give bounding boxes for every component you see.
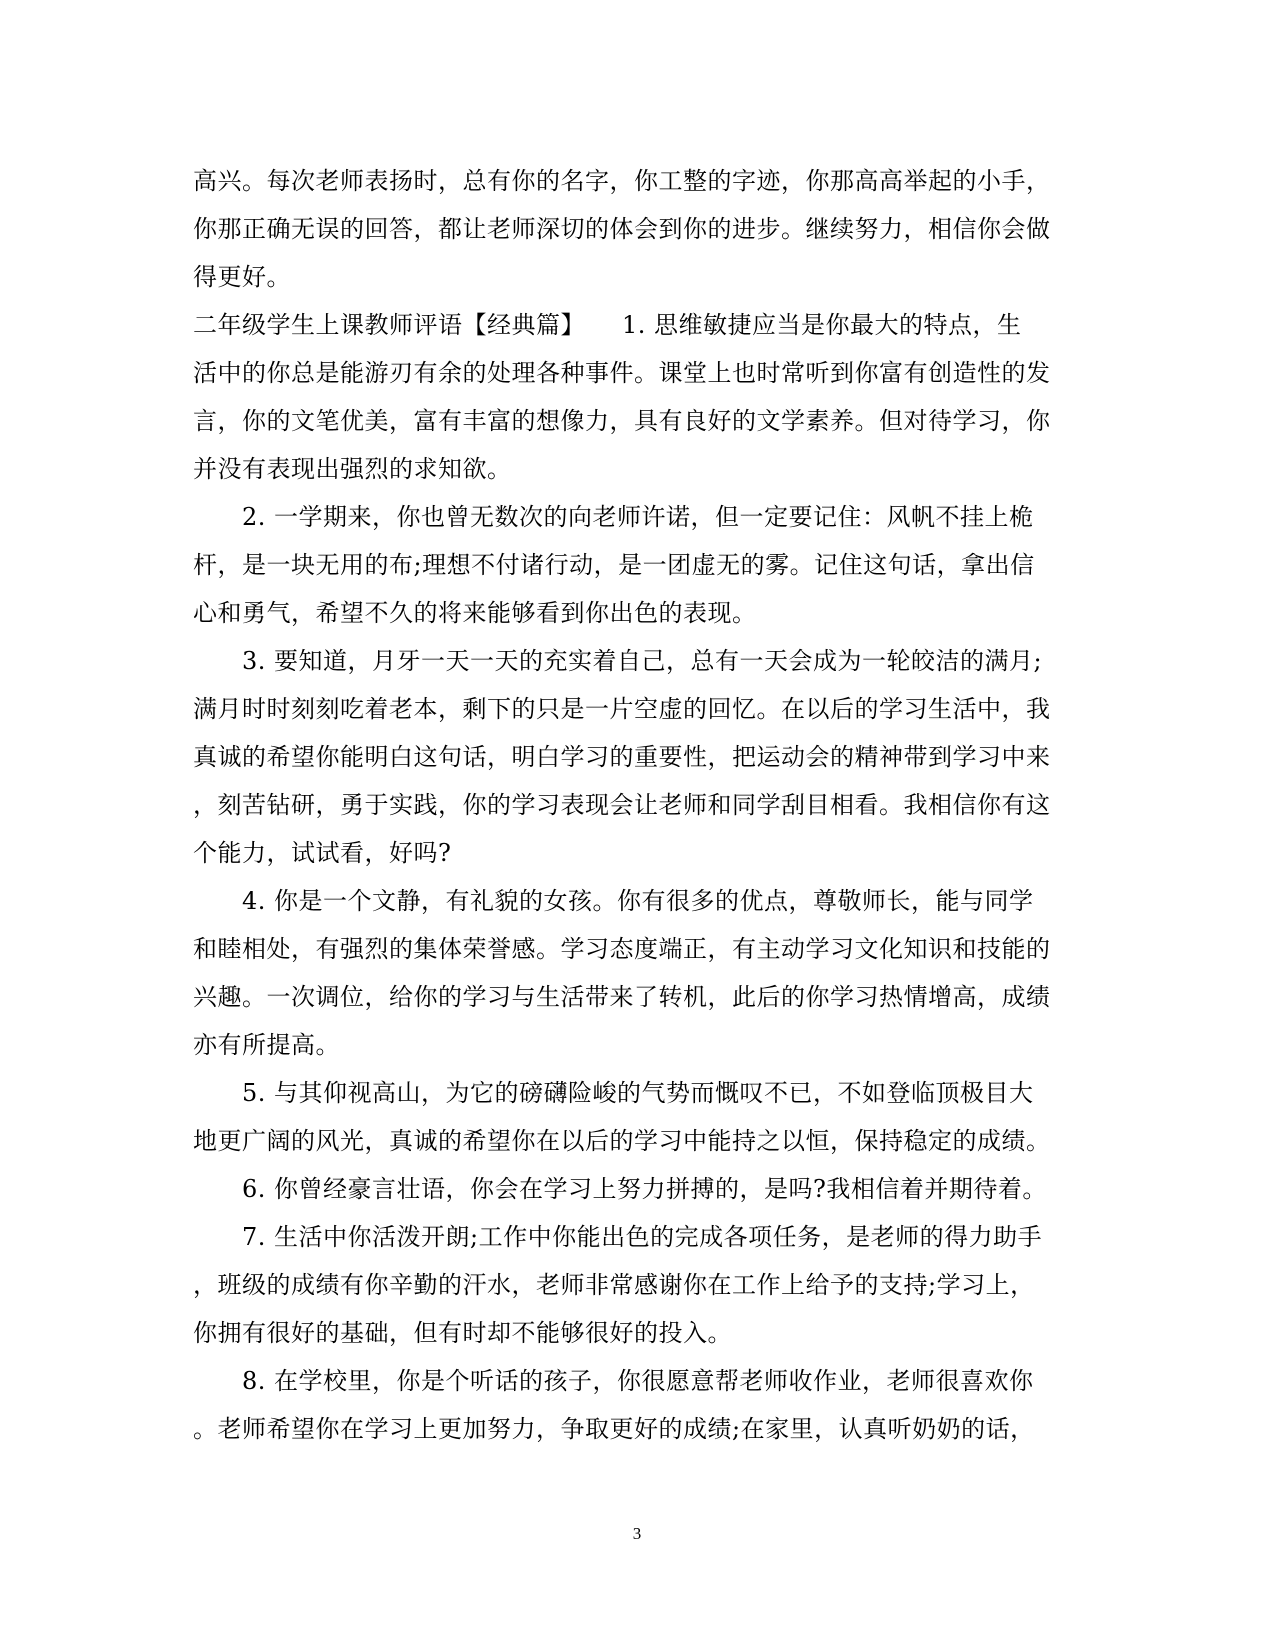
text-line-13: 真诚的希望你能明白这句话，明白学习的重要性，把运动会的精神带到学习中来 (193, 743, 1051, 771)
text-line-6: 言，你的文笔优美，富有丰富的想像力，具有良好的文学素养。但对待学习，你 (193, 407, 1051, 435)
text-line-26: 8. 在学校里，你是个听话的孩子，你很愿意帮老师收作业，老师很喜欢你 (193, 1367, 1034, 1395)
text-line-20: 5. 与其仰视高山，为它的磅礴险峻的气势而慨叹不已，不如登临顶极目大 (193, 1079, 1034, 1107)
text-line-23: 7. 生活中你活泼开朗;工作中你能出色的完成各项任务，是老师的得力助手 (193, 1223, 1043, 1251)
text-line-11: 3. 要知道，月牙一天一天的充实着自己，总有一天会成为一轮皎洁的满月; (193, 647, 1043, 675)
text-line-12: 满月时时刻刻吃着老本，剩下的只是一片空虚的回忆。在以后的学习生活中，我 (193, 695, 1051, 723)
text-line-8: 2. 一学期来，你也曾无数次的向老师许诺，但一定要记住：风帆不挂上桅 (193, 503, 1034, 531)
text-line-15: 个能力，试试看，好吗? (193, 839, 452, 867)
text-line-5: 活中的你总是能游刃有余的处理各种事件。课堂上也时常听到你富有创造性的发 (193, 359, 1051, 387)
text-line-21: 地更广阔的风光，真诚的希望你在以后的学习中能持之以恒，保持稳定的成绩。 (193, 1127, 1051, 1155)
text-line-3: 得更好。 (193, 263, 291, 291)
text-line-22: 6. 你曾经豪言壮语，你会在学习上努力拼搏的，是吗?我相信着并期待着。 (193, 1175, 1047, 1203)
text-line-17: 和睦相处，有强烈的集体荣誉感。学习态度端正，有主动学习文化知识和技能的 (193, 935, 1051, 963)
text-line-4: 二年级学生上课教师评语【经典篇】 1. 思维敏捷应当是你最大的特点，生 (193, 311, 1022, 339)
document-body (193, 157, 1068, 1453)
text-line-24: ，班级的成绩有你辛勤的汗水，老师非常感谢你在工作上给予的支持;学习上， (193, 1271, 1035, 1299)
text-line-1: 高兴。每次老师表扬时，总有你的名字，你工整的字迹，你那高高举起的小手， (193, 167, 1051, 195)
text-line-16: 4. 你是一个文静，有礼貌的女孩。你有很多的优点，尊敬师长，能与同学 (193, 887, 1034, 915)
text-line-27: 。老师希望你在学习上更加努力，争取更好的成绩;在家里，认真听奶奶的话， (193, 1415, 1035, 1443)
text-line-14: ，刻苦钻研，勇于实践，你的学习表现会让老师和同学刮目相看。我相信你有这 (193, 791, 1051, 819)
text-line-10: 心和勇气，希望不久的将来能够看到你出色的表现。 (193, 599, 757, 627)
text-line-18: 兴趣。一次调位，给你的学习与生活带来了转机，此后的你学习热情增高，成绩 (193, 983, 1051, 1011)
text-line-19: 亦有所提高。 (193, 1031, 340, 1059)
text-line-9: 杆，是一块无用的布;理想不付诸行动，是一团虚无的雾。记住这句话，拿出信 (193, 551, 1035, 579)
text-line-25: 你拥有很好的基础，但有时却不能够很好的投入。 (193, 1319, 732, 1347)
text-line-7: 并没有表现出强烈的求知欲。 (193, 455, 512, 483)
text-line-2: 你那正确无误的回答，都让老师深切的体会到你的进步。继续努力，相信你会做 (193, 215, 1051, 243)
page-number: 3 (632, 1524, 642, 1543)
